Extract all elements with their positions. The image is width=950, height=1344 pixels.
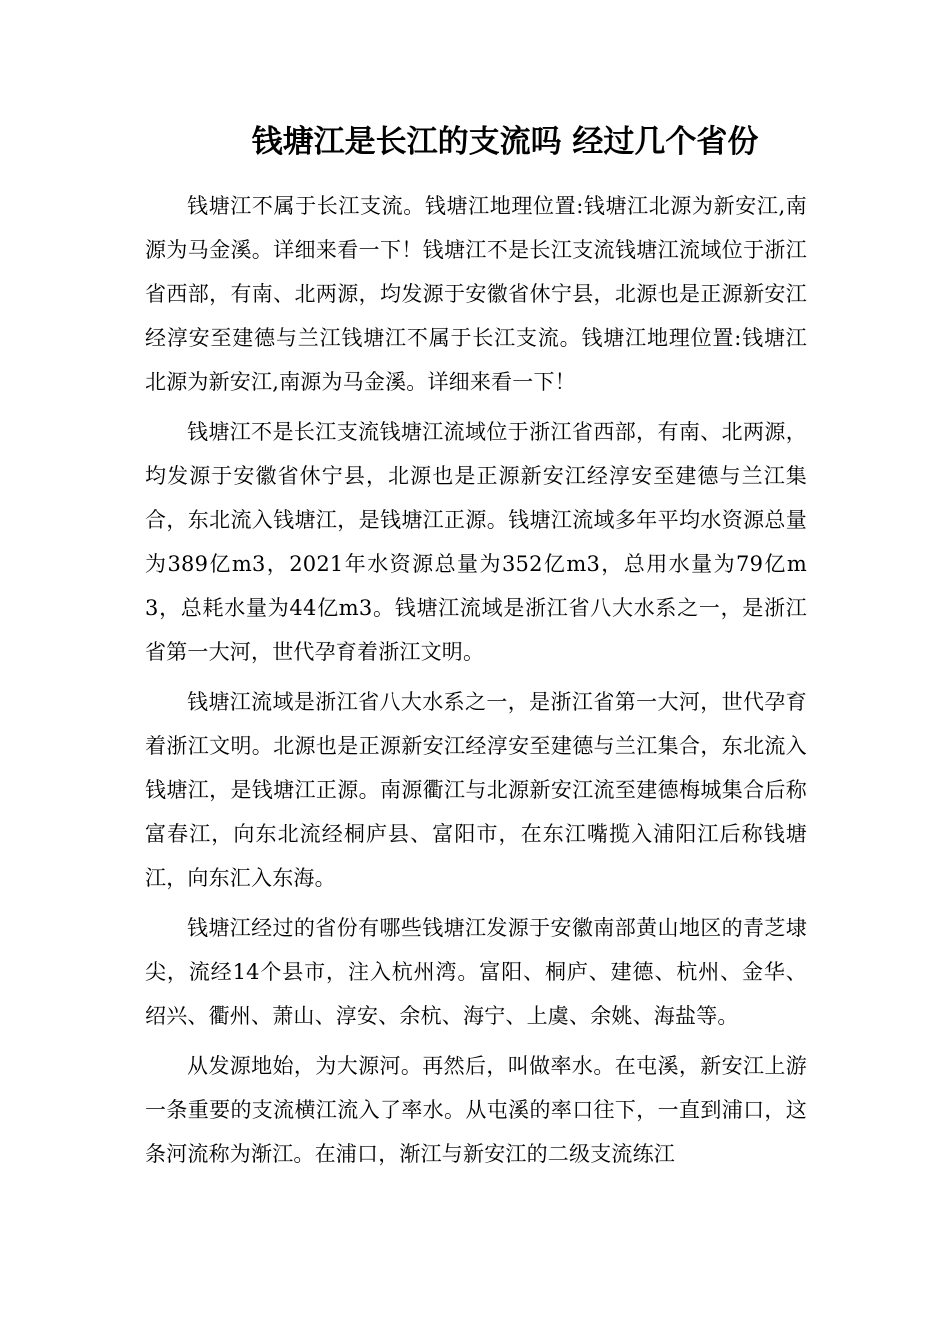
page-title: 钱塘江是长江的支流吗 经过几个省份 [251, 124, 759, 160]
paragraph-2: 钱塘江不是长江支流钱塘江流域位于浙江省西部，有南、北两源，均发源于安徽省休宁县，北源也是正源新安江经淳安至建德与兰江集合，东北流入钱塘江，是钱塘江正源。钱塘江流域多年平均水资源总量为389亿m3，2021年水资源总量为352亿m3，总用水量为79亿m3，总耗水量为44亿m3。钱塘江流域是浙江省八大水系之一，是浙江省第一大河，世代孕育着浙江文明。 [145, 420, 807, 664]
paragraph-4: 钱塘江经过的省份有哪些钱塘江发源于安徽南部黄山地区的青芝埭尖，流经14个县市，注入杭州湾。富阳、桐庐、建德、杭州、金华、绍兴、衢州、萧山、淳安、余杭、海宁、上虞、余姚、海盐等。 [145, 916, 807, 1028]
document-body [145, 184, 807, 1182]
paragraph-5: 从发源地始，为大源河。再然后，叫做率水。在屯溪，新安江上游一条重要的支流横江流入了率水。从屯溪的率口往下，一直到浦口，这条河流称为渐江。在浦口，渐江与新安江的二级支流练江 [145, 1054, 807, 1166]
paragraph-1: 钱塘江不属于长江支流。钱塘江地理位置:钱塘江北源为新安江,南源为马金溪。详细来看一下！钱塘江不是长江支流钱塘江流域位于浙江省西部，有南、北两源，均发源于安徽省休宁县，北源也是正源新安江经淳安至建德与兰江钱塘江不属于长江支流。钱塘江地理位置:钱塘江北源为新安江,南源为马金溪。详细来看一下！ [145, 194, 807, 394]
paragraph-3: 钱塘江流域是浙江省八大水系之一，是浙江省第一大河，世代孕育着浙江文明。北源也是正源新安江经淳安至建德与兰江集合，东北流入钱塘江，是钱塘江正源。南源衢江与北源新安江流至建德梅城集合后称富春江，向东北流经桐庐县、富阳市，在东江嘴揽入浦阳江后称钱塘江，向东汇入东海。 [145, 690, 807, 890]
